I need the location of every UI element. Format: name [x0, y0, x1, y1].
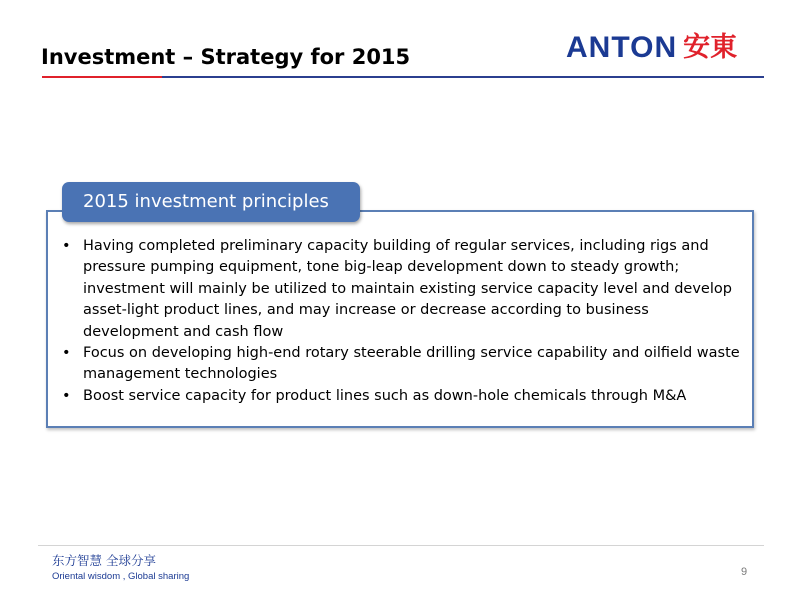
footer-divider — [38, 545, 764, 546]
header-rule-red — [42, 76, 162, 78]
list-item — [62, 343, 742, 386]
list-item-text: Having completed preliminary capacity building of regular services, including rigs and pressure pumping equipment, tone big-leap development down to steady growth; investment will mainly be utilized to maintain existing service capacity level and develop asset-light product lines, and may increase or decrease according to business development and cash flow — [83, 238, 732, 340]
header-rule-blue — [162, 76, 764, 78]
logo-wordmark-chinese: 安東 — [683, 32, 738, 63]
list-item — [62, 386, 742, 407]
anton-logo — [566, 32, 737, 64]
bullet-icon: • — [62, 387, 71, 404]
page-title: Investment – Strategy for 2015 — [41, 45, 411, 69]
logo-wordmark-latin: ANTON — [566, 31, 678, 64]
principles-heading-tab: 2015 investment principles — [62, 182, 360, 222]
footer-slogan-english: Oriental wisdom , Global sharing — [52, 571, 190, 582]
page-number: 9 — [741, 566, 748, 578]
list-item-text: Boost service capacity for product lines such as down-hole chemicals through M&A — [83, 387, 687, 404]
bullet-icon: • — [62, 238, 71, 254]
list-item — [62, 236, 742, 343]
footer-slogan-chinese: 东方智慧 全球分享 — [52, 553, 156, 568]
bullet-icon: • — [62, 345, 71, 362]
principles-list — [62, 236, 742, 407]
list-item-text: Focus on developing high-end rotary steerable drilling service capability and oilfield waste management technologies — [83, 345, 740, 383]
